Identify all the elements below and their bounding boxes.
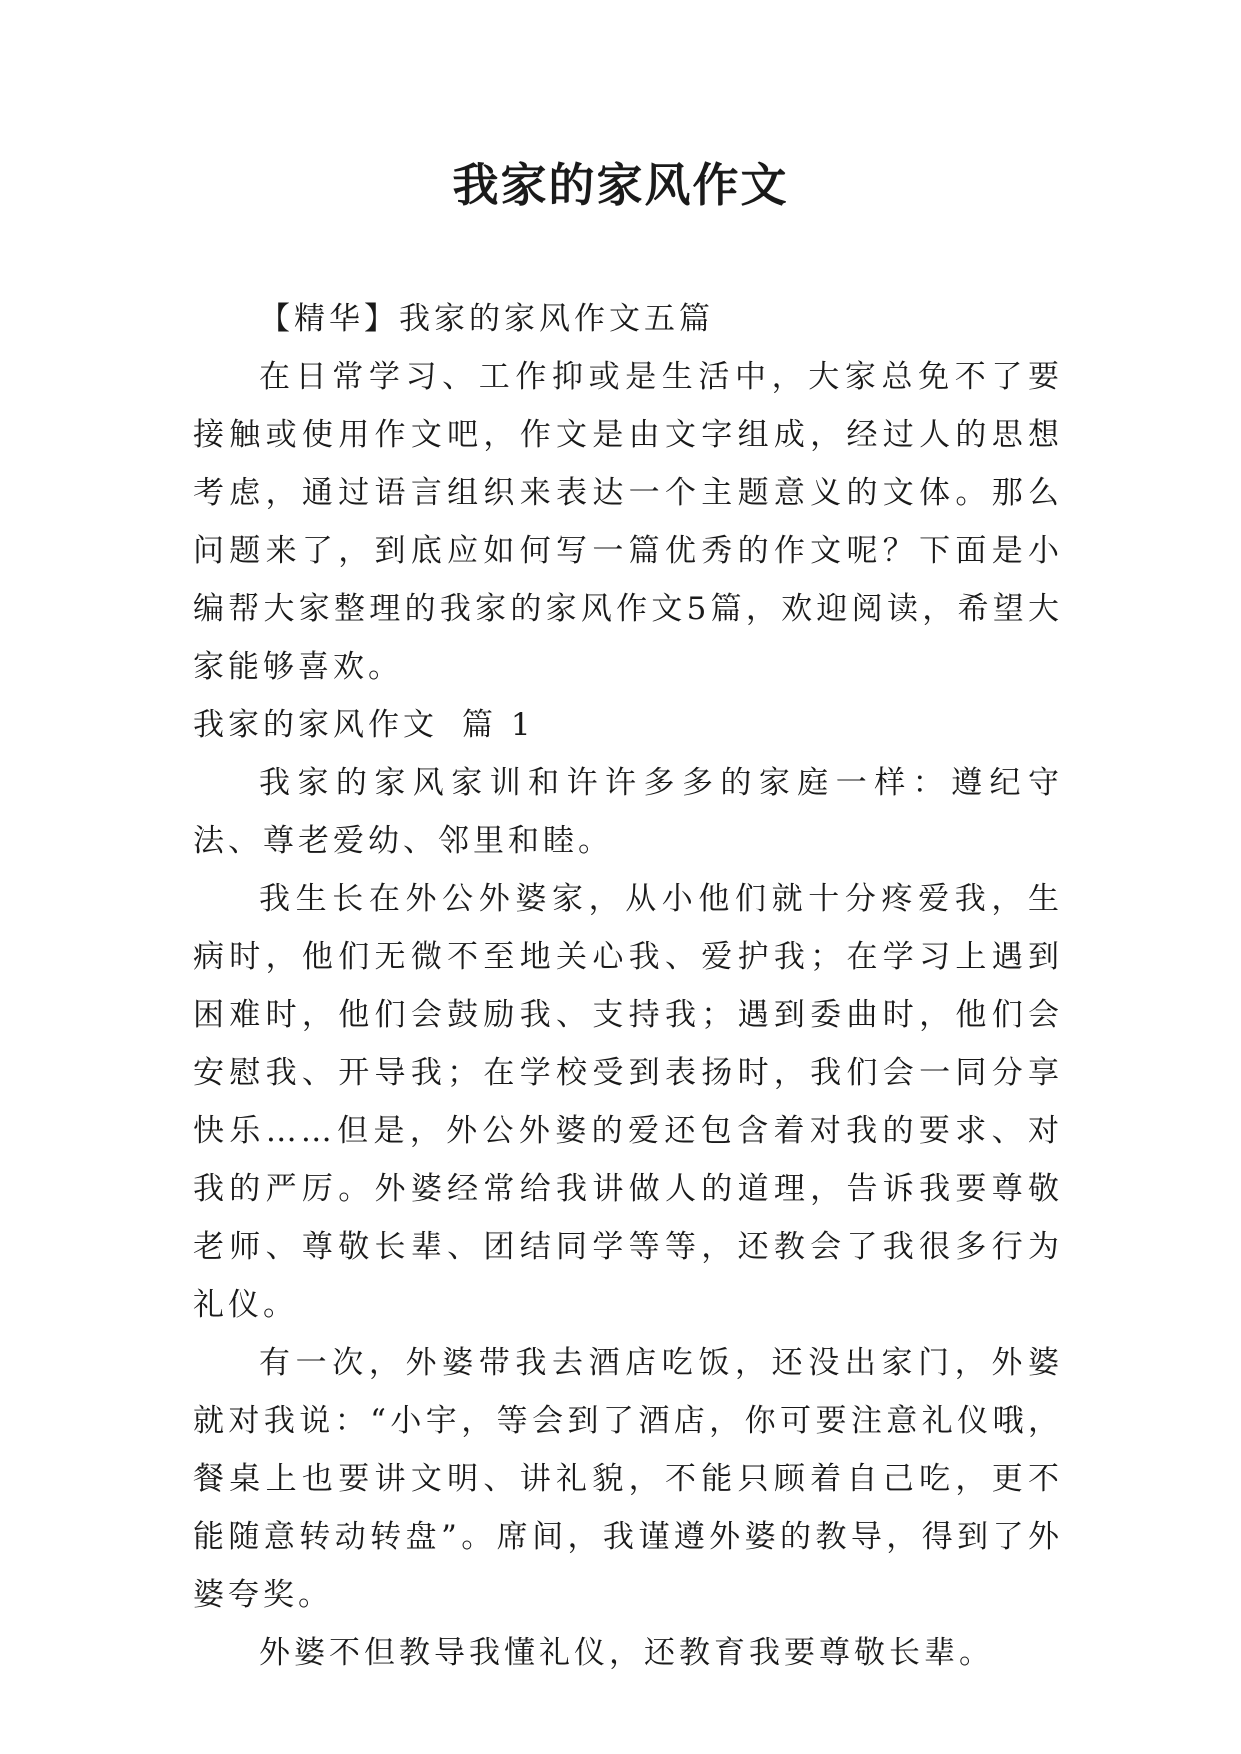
essay-section-1 xyxy=(193,696,1063,1682)
section-heading xyxy=(193,696,1063,754)
document-subtitle: 【精华】我家的家风作文五篇 xyxy=(259,301,714,337)
section-paragraph-2: 我生长在外公外婆家，从小他们就十分疼爱我，生病时，他们无微不至地关心我、爱护我；在学习上遇到困难时，他们会鼓励我、支持我；遇到委曲时，他们会安慰我、开导我；在学校受到表扬时，我们会一同分享快乐……但是，外公外婆的爱还包含着对我的要求、对我的严厉。外婆经常给我讲做人的道理，告诉我要尊敬老师、尊敬长辈、团结同学等等，还教会了我很多行为礼仪。 xyxy=(193,881,1063,1323)
document-title: 我家的家风作文 xyxy=(452,158,789,212)
section-paragraph-4: 外婆不但教导我懂礼仪，还教育我要尊敬长辈。 xyxy=(259,1635,994,1671)
intro-section xyxy=(193,290,1063,696)
section-paragraph-3: 有一次，外婆带我去酒店吃饭，还没出家门，外婆就对我说：“小宇，等会到了酒店，你可要注意礼仪哦，餐桌上也要讲文明、讲礼貌，不能只顾着自己吃，更不能随意转动转盘”。席间，我谨遵外婆的教导，得到了外婆夸奖。 xyxy=(193,1345,1063,1613)
section-heading-number: 篇 1 xyxy=(462,707,535,743)
section-paragraph-1: 我家的家风家训和许许多多的家庭一样：遵纪守法、尊老爱幼、邻里和睦。 xyxy=(193,765,1063,859)
section-heading-title: 我家的家风作文 xyxy=(193,707,438,743)
intro-paragraph: 在日常学习、工作抑或是生活中，大家总免不了要接触或使用作文吧，作文是由文字组成，经过人的思想考虑，通过语言组织来表达一个主题意义的文体。那么问题来了，到底应如何写一篇优秀的作文呢？下面是小编帮大家整理的我家的家风作文5篇，欢迎阅读，希望大家能够喜欢。 xyxy=(193,359,1063,685)
